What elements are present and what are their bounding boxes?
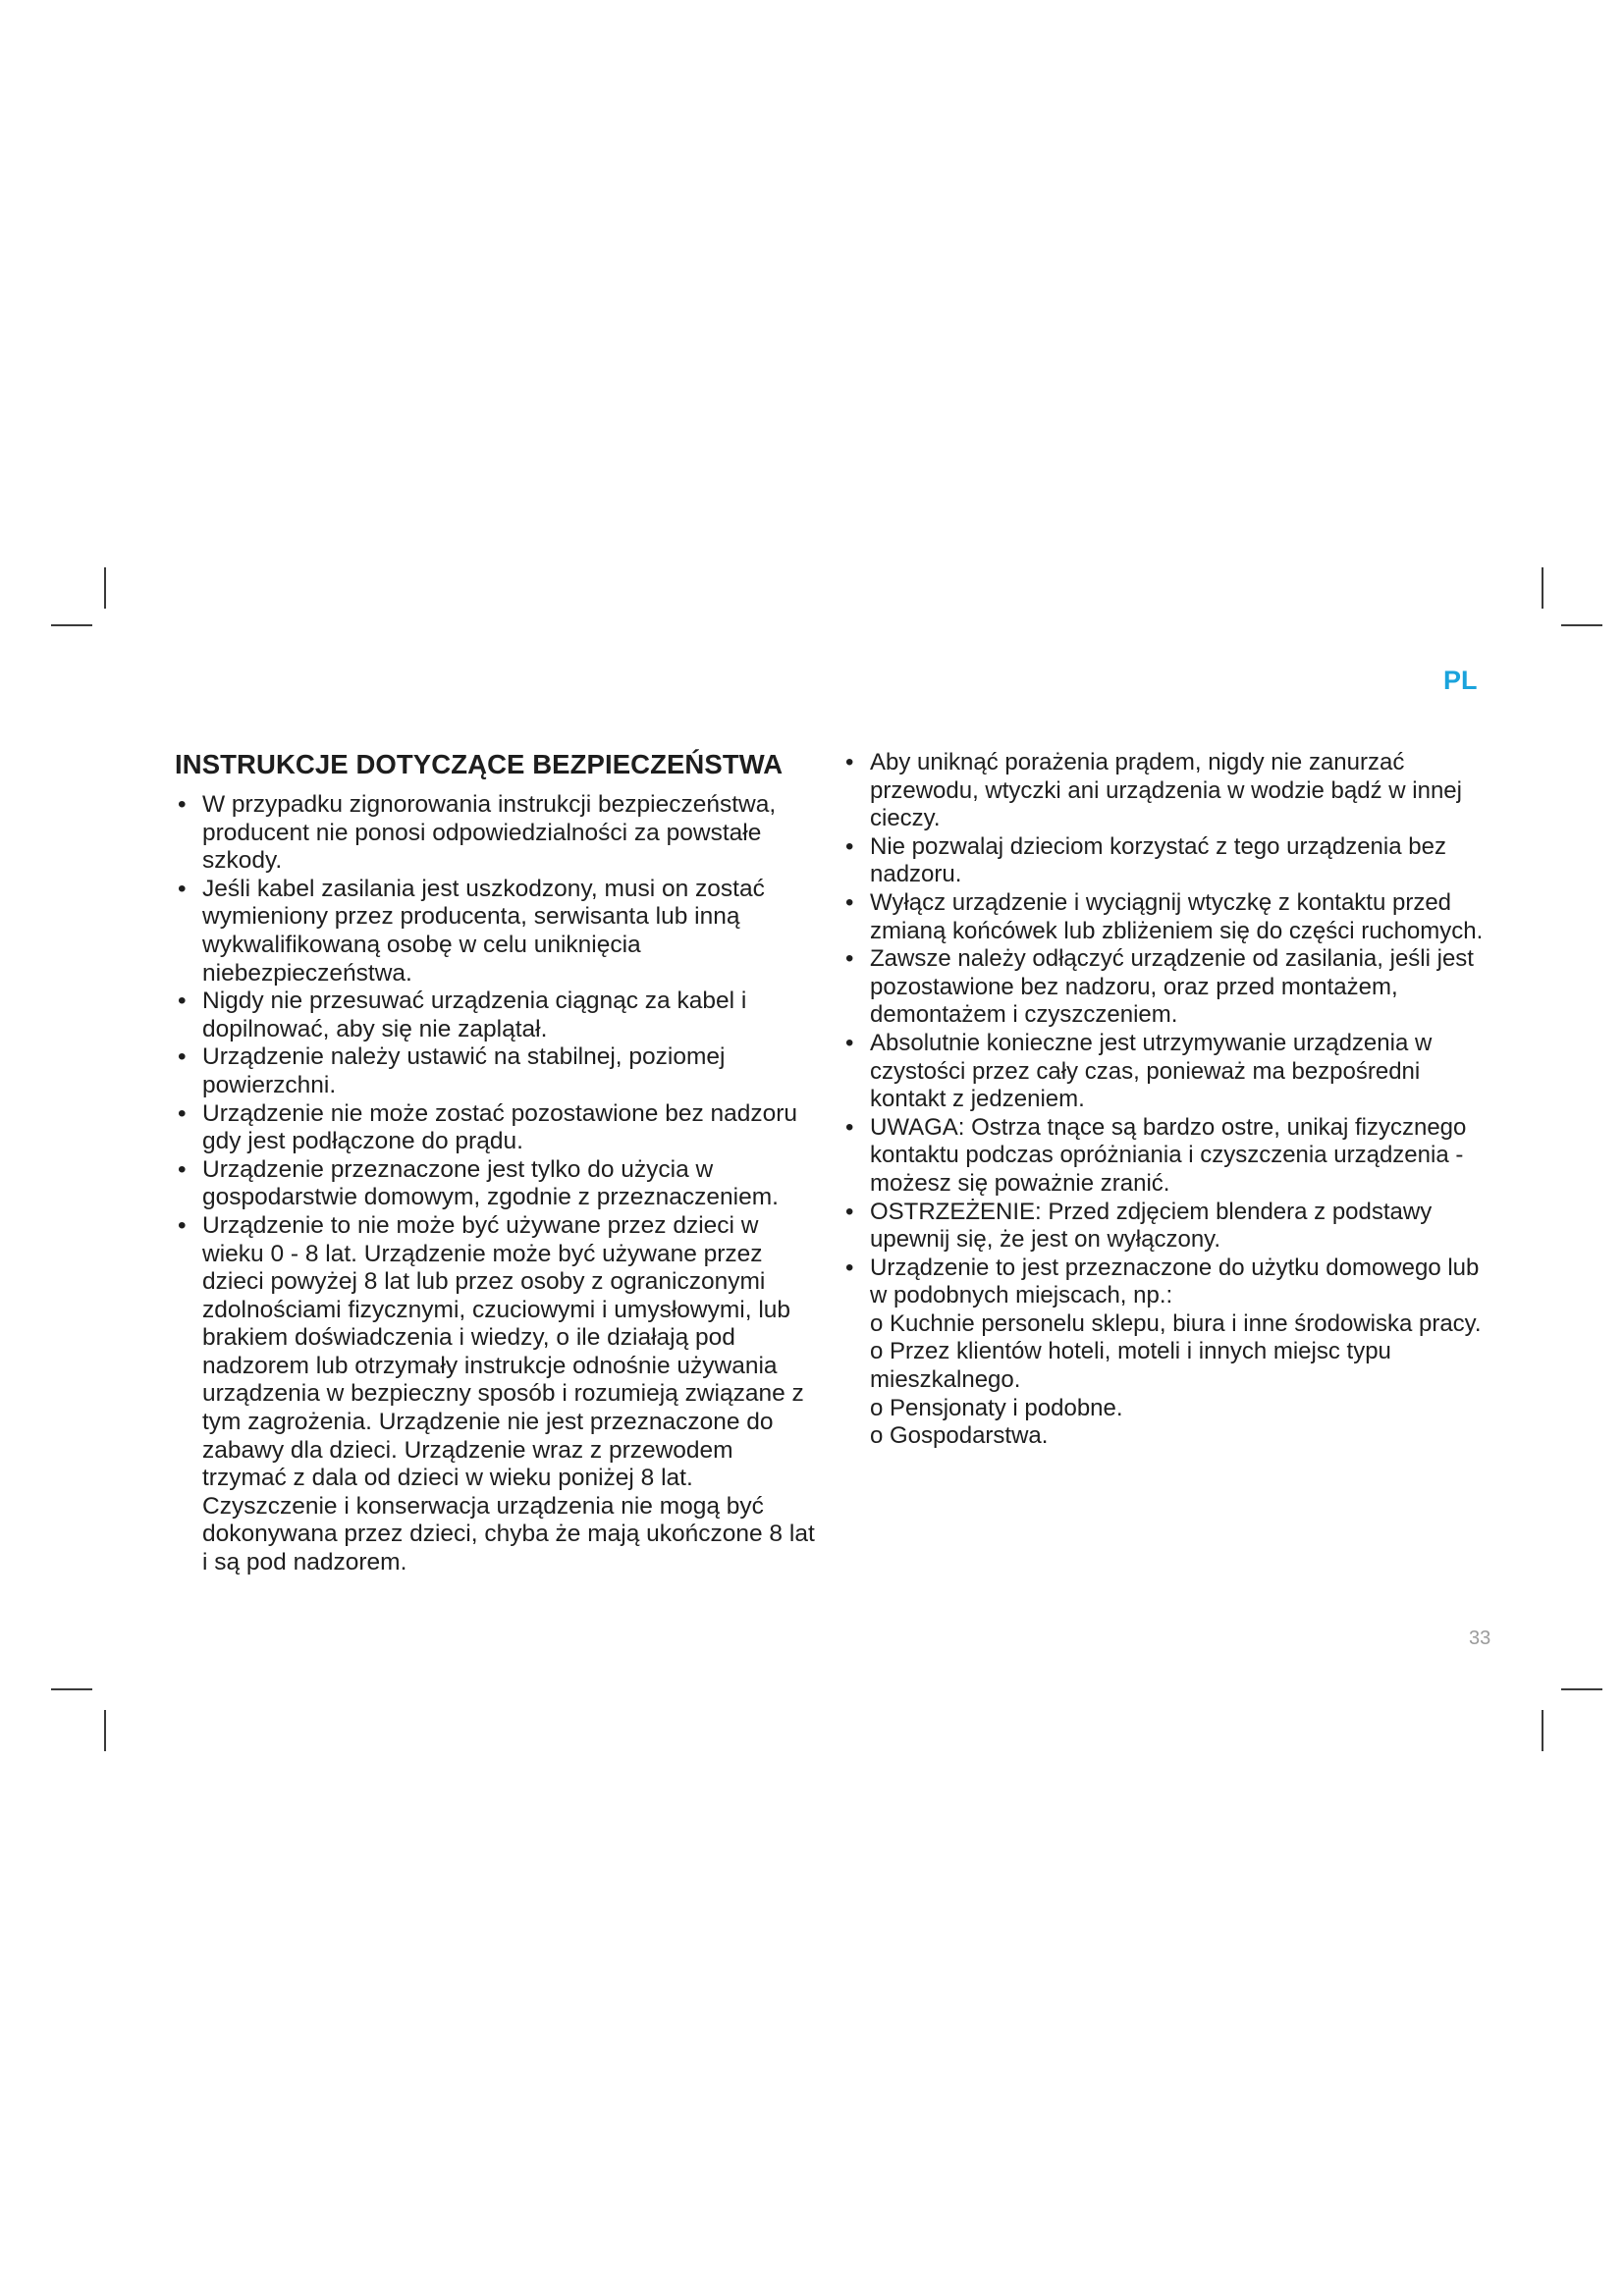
safety-list [175, 791, 823, 1577]
list-item-text: Urządzenie należy ustawić na stabilnej, poziomej powierzchni. [202, 1043, 726, 1098]
bullet-icon: • [178, 1043, 187, 1071]
crop-mark [1561, 624, 1602, 626]
bullet-icon: • [178, 988, 187, 1015]
list-item [175, 1212, 823, 1577]
list-item [842, 889, 1490, 945]
list-item [175, 1100, 823, 1156]
bullet-icon: • [845, 945, 854, 973]
crop-mark [51, 1688, 92, 1690]
list-item [842, 749, 1490, 833]
list-item [842, 945, 1490, 1030]
crop-mark [1542, 1710, 1543, 1751]
crop-mark [104, 567, 106, 609]
bullet-icon: • [178, 1099, 187, 1127]
left-column [175, 749, 823, 1577]
list-item-text: Zawsze należy odłączyć urządzenie od zasilania, jeśli jest pozostawione bez nadzoru, oraz przed montażem, demontażem i czyszczeniem. [870, 945, 1474, 1029]
list-item [842, 1030, 1490, 1114]
crop-mark [104, 1710, 106, 1751]
list-item-text: OSTRZEŻENIE: Przed zdjęciem blendera z podstawy upewnij się, że jest on wyłączony. [870, 1198, 1433, 1254]
list-item-text: Aby uniknąć porażenia prądem, nigdy nie zanurzać przewodu, wtyczki ani urządzenia w wodzie bądź w innej cieczy. [870, 749, 1462, 832]
list-item-text: Wyłącz urządzenie i wyciągnij wtyczkę z kontaktu przed zmianą końcówek lub zbliżeniem się do części ruchomych. [870, 888, 1484, 944]
list-item [842, 1114, 1490, 1199]
list-item [175, 988, 823, 1043]
bullet-icon: • [845, 1198, 854, 1225]
language-code: PL [1443, 666, 1478, 695]
page-number: 33 [1469, 1628, 1491, 1649]
list-item-text: Urządzenie to jest przeznaczone do użytku domowego lub w podobnych miejscach, np.: [870, 1254, 1480, 1309]
list-item-text: Absolutnie konieczne jest utrzymywanie urządzenia w czystości przez cały czas, ponieważ ma bezpośredni kontakt z jedzeniem. [870, 1029, 1433, 1113]
bullet-icon: • [845, 832, 854, 860]
bullet-icon: • [845, 1029, 854, 1056]
bullet-icon: • [845, 1254, 854, 1281]
sub-item: o Pensjonaty i podobne. [870, 1394, 1123, 1421]
list-item-text: W przypadku zignorowania instrukcji bezpieczeństwa, producent nie ponosi odpowiedzialności za powstałe szkody. [202, 791, 777, 875]
bullet-icon: • [178, 875, 187, 902]
sub-item: o Kuchnie personelu sklepu, biura i inne środowiska pracy. [870, 1309, 1482, 1337]
sub-item: o Przez klientów hoteli, moteli i innych miejsc typu mieszkalnego. [870, 1338, 1391, 1394]
crop-mark [51, 624, 92, 626]
list-item-text: UWAGA: Ostrza tnące są bardzo ostre, unikaj fizycznego kontaktu podczas opróżniania i czyszczenia urządzenia - możesz się poważnie zranić. [870, 1113, 1467, 1197]
list-item [175, 791, 823, 876]
list-item [842, 1199, 1490, 1255]
right-column [842, 749, 1490, 1451]
bullet-icon: • [845, 1113, 854, 1141]
crop-mark [1542, 567, 1543, 609]
sub-item: o Gospodarstwa. [870, 1422, 1049, 1450]
list-item [175, 1043, 823, 1099]
list-item-text: Urządzenie przeznaczone jest tylko do użycia w gospodarstwie domowym, zgodnie z przeznaczeniem. [202, 1155, 779, 1211]
list-item-text: Jeśli kabel zasilania jest uszkodzony, musi on zostać wymieniony przez producenta, serwisanta lub inną wykwalifikowaną osobę w celu uniknięcia niebezpieczeństwa. [202, 875, 765, 987]
bullet-icon: • [845, 888, 854, 916]
bullet-icon: • [178, 1211, 187, 1239]
list-item [175, 1156, 823, 1212]
list-item-text: Nie pozwalaj dzieciom korzystać z tego urządzenia bez nadzoru. [870, 832, 1446, 888]
crop-mark [1561, 1688, 1602, 1690]
list-item [842, 833, 1490, 889]
list-item [842, 1255, 1490, 1451]
safety-list [842, 749, 1490, 1451]
list-item [175, 876, 823, 988]
list-item-text: Urządzenie to nie może być używane przez dzieci w wieku 0 - 8 lat. Urządzenie może być używane przez dzieci powyżej 8 lat lub przez osoby z ograniczonymi zdolnościami fizycznymi, czuciowymi i umysłowymi, lub brakiem doświadczenia i wiedzy, o ile działają pod nadzorem lub otrzymały instrukcje odnośnie używania urządzenia w bezpieczny sposób i rozumieją związane z tym zagrożenia. Urządzenie nie jest przeznaczone do zabawy dla dzieci. Urządzenie wraz z przewodem trzymać z dala od dzieci w wieku poniżej 8 lat. Czyszczenie i konserwacja urządzenia nie mogą być dokonywana przez dzieci, chyba że mają ukończone 8 lat i są pod nadzorem. [202, 1211, 815, 1576]
list-item-text: Urządzenie nie może zostać pozostawione bez nadzoru gdy jest podłączone do prądu. [202, 1099, 798, 1155]
section-title: INSTRUKCJE DOTYCZĄCE BEZPIECZEŃSTWA [175, 749, 784, 779]
bullet-icon: • [178, 1155, 187, 1183]
bullet-icon: • [845, 749, 854, 775]
bullet-icon: • [178, 791, 187, 818]
list-item-text: Nigdy nie przesuwać urządzenia ciągnąc za kabel i dopilnować, aby się nie zaplątał. [202, 988, 747, 1042]
